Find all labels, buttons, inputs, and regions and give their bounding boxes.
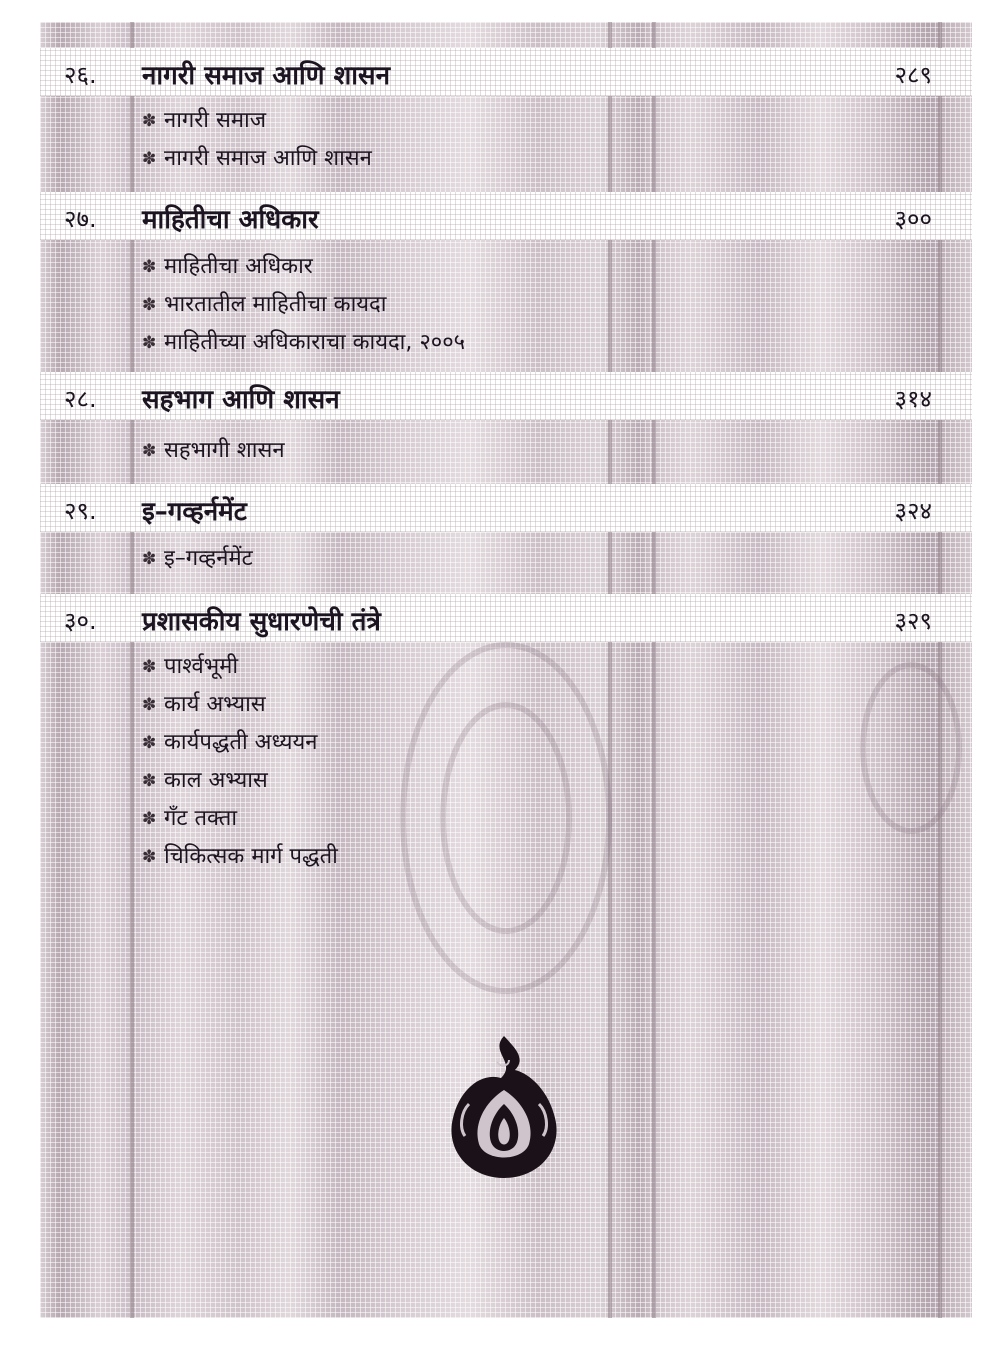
flower-bullet-icon: ✽: [142, 695, 157, 715]
chapter-27-items: [142, 248, 465, 362]
chapter-number: २६.: [64, 61, 97, 89]
flower-bullet-icon: ✽: [142, 733, 157, 753]
list-item: [142, 724, 338, 762]
chapter-title: प्रशासकीय सुधारणेची तंत्रे: [142, 607, 381, 637]
flower-bullet-icon: ✽: [142, 809, 157, 829]
list-item-text: नागरी समाज: [164, 108, 267, 133]
list-item: [142, 540, 253, 578]
chapter-page-number: ३२९: [894, 607, 932, 635]
chapter-page-number: ३१४: [894, 385, 932, 413]
chapter-page-number: ३००: [894, 205, 932, 233]
list-item-text: माहितीचा अधिकार: [164, 254, 313, 279]
list-item-text: माहितीच्या अधिकाराचा कायदा, २००५: [164, 330, 466, 355]
chapter-number: २८.: [64, 385, 97, 413]
chapter-heading-27: [40, 192, 972, 240]
list-item-text: सहभागी शासन: [164, 438, 285, 463]
list-item: [142, 286, 465, 324]
list-item-text: पार्श्वभूमी: [164, 654, 239, 679]
flower-bullet-icon: ✽: [142, 549, 157, 569]
list-item-text: कार्य अभ्यास: [164, 692, 266, 717]
list-item: [142, 324, 465, 362]
wood-knot: [440, 702, 572, 934]
flower-bullet-icon: ✽: [142, 847, 157, 867]
wood-knot: [860, 662, 962, 834]
list-item-text: भारतातील माहितीचा कायदा: [164, 292, 387, 317]
flower-bullet-icon: ✽: [142, 771, 157, 791]
chapter-title: इ–गव्हर्नमेंट: [142, 497, 247, 527]
flower-bullet-icon: ✽: [142, 149, 157, 169]
chapter-26-items: [142, 102, 372, 178]
chapter-30-items: [142, 648, 338, 876]
chapter-heading-28: [40, 372, 972, 420]
list-item: [142, 800, 338, 838]
list-item: [142, 762, 338, 800]
chapter-title: नागरी समाज आणि शासन: [142, 61, 390, 91]
flower-bullet-icon: ✽: [142, 333, 157, 353]
chapter-page-number: ३२४: [894, 497, 932, 525]
flower-bullet-icon: ✽: [142, 257, 157, 277]
chapter-29-items: [142, 540, 253, 578]
list-item-text: कार्यपद्धती अध्ययन: [164, 730, 318, 755]
flower-bullet-icon: ✽: [142, 111, 157, 131]
flower-bullet-icon: ✽: [142, 657, 157, 677]
list-item: [142, 102, 372, 140]
list-item-text: चिकित्सक मार्ग पद्धती: [164, 844, 338, 869]
list-item: [142, 838, 338, 876]
list-item: [142, 432, 285, 470]
list-item-text: इ–गव्हर्नमेंट: [164, 546, 253, 571]
list-item-text: नागरी समाज आणि शासन: [164, 146, 372, 171]
list-item: [142, 248, 465, 286]
chapter-heading-29: [40, 484, 972, 532]
list-item-text: काल अभ्यास: [164, 768, 268, 793]
page-background: [40, 22, 972, 1318]
flower-bullet-icon: ✽: [142, 441, 157, 461]
list-item: [142, 648, 338, 686]
flower-bullet-icon: ✽: [142, 295, 157, 315]
list-item-text: गँट तक्ता: [164, 806, 238, 831]
list-item: [142, 686, 338, 724]
chapter-page-number: २८९: [894, 61, 932, 89]
chapter-number: २७.: [64, 205, 97, 233]
chapter-28-items: [142, 432, 285, 470]
paisley-flame-ornament-icon: [439, 1032, 569, 1182]
chapter-number: २९.: [64, 497, 97, 525]
chapter-title: सहभाग आणि शासन: [142, 385, 340, 415]
chapter-heading-30: [40, 594, 972, 642]
chapter-heading-26: [40, 48, 972, 96]
list-item: [142, 140, 372, 178]
chapter-title: माहितीचा अधिकार: [142, 205, 319, 235]
chapter-number: ३०.: [64, 607, 97, 635]
